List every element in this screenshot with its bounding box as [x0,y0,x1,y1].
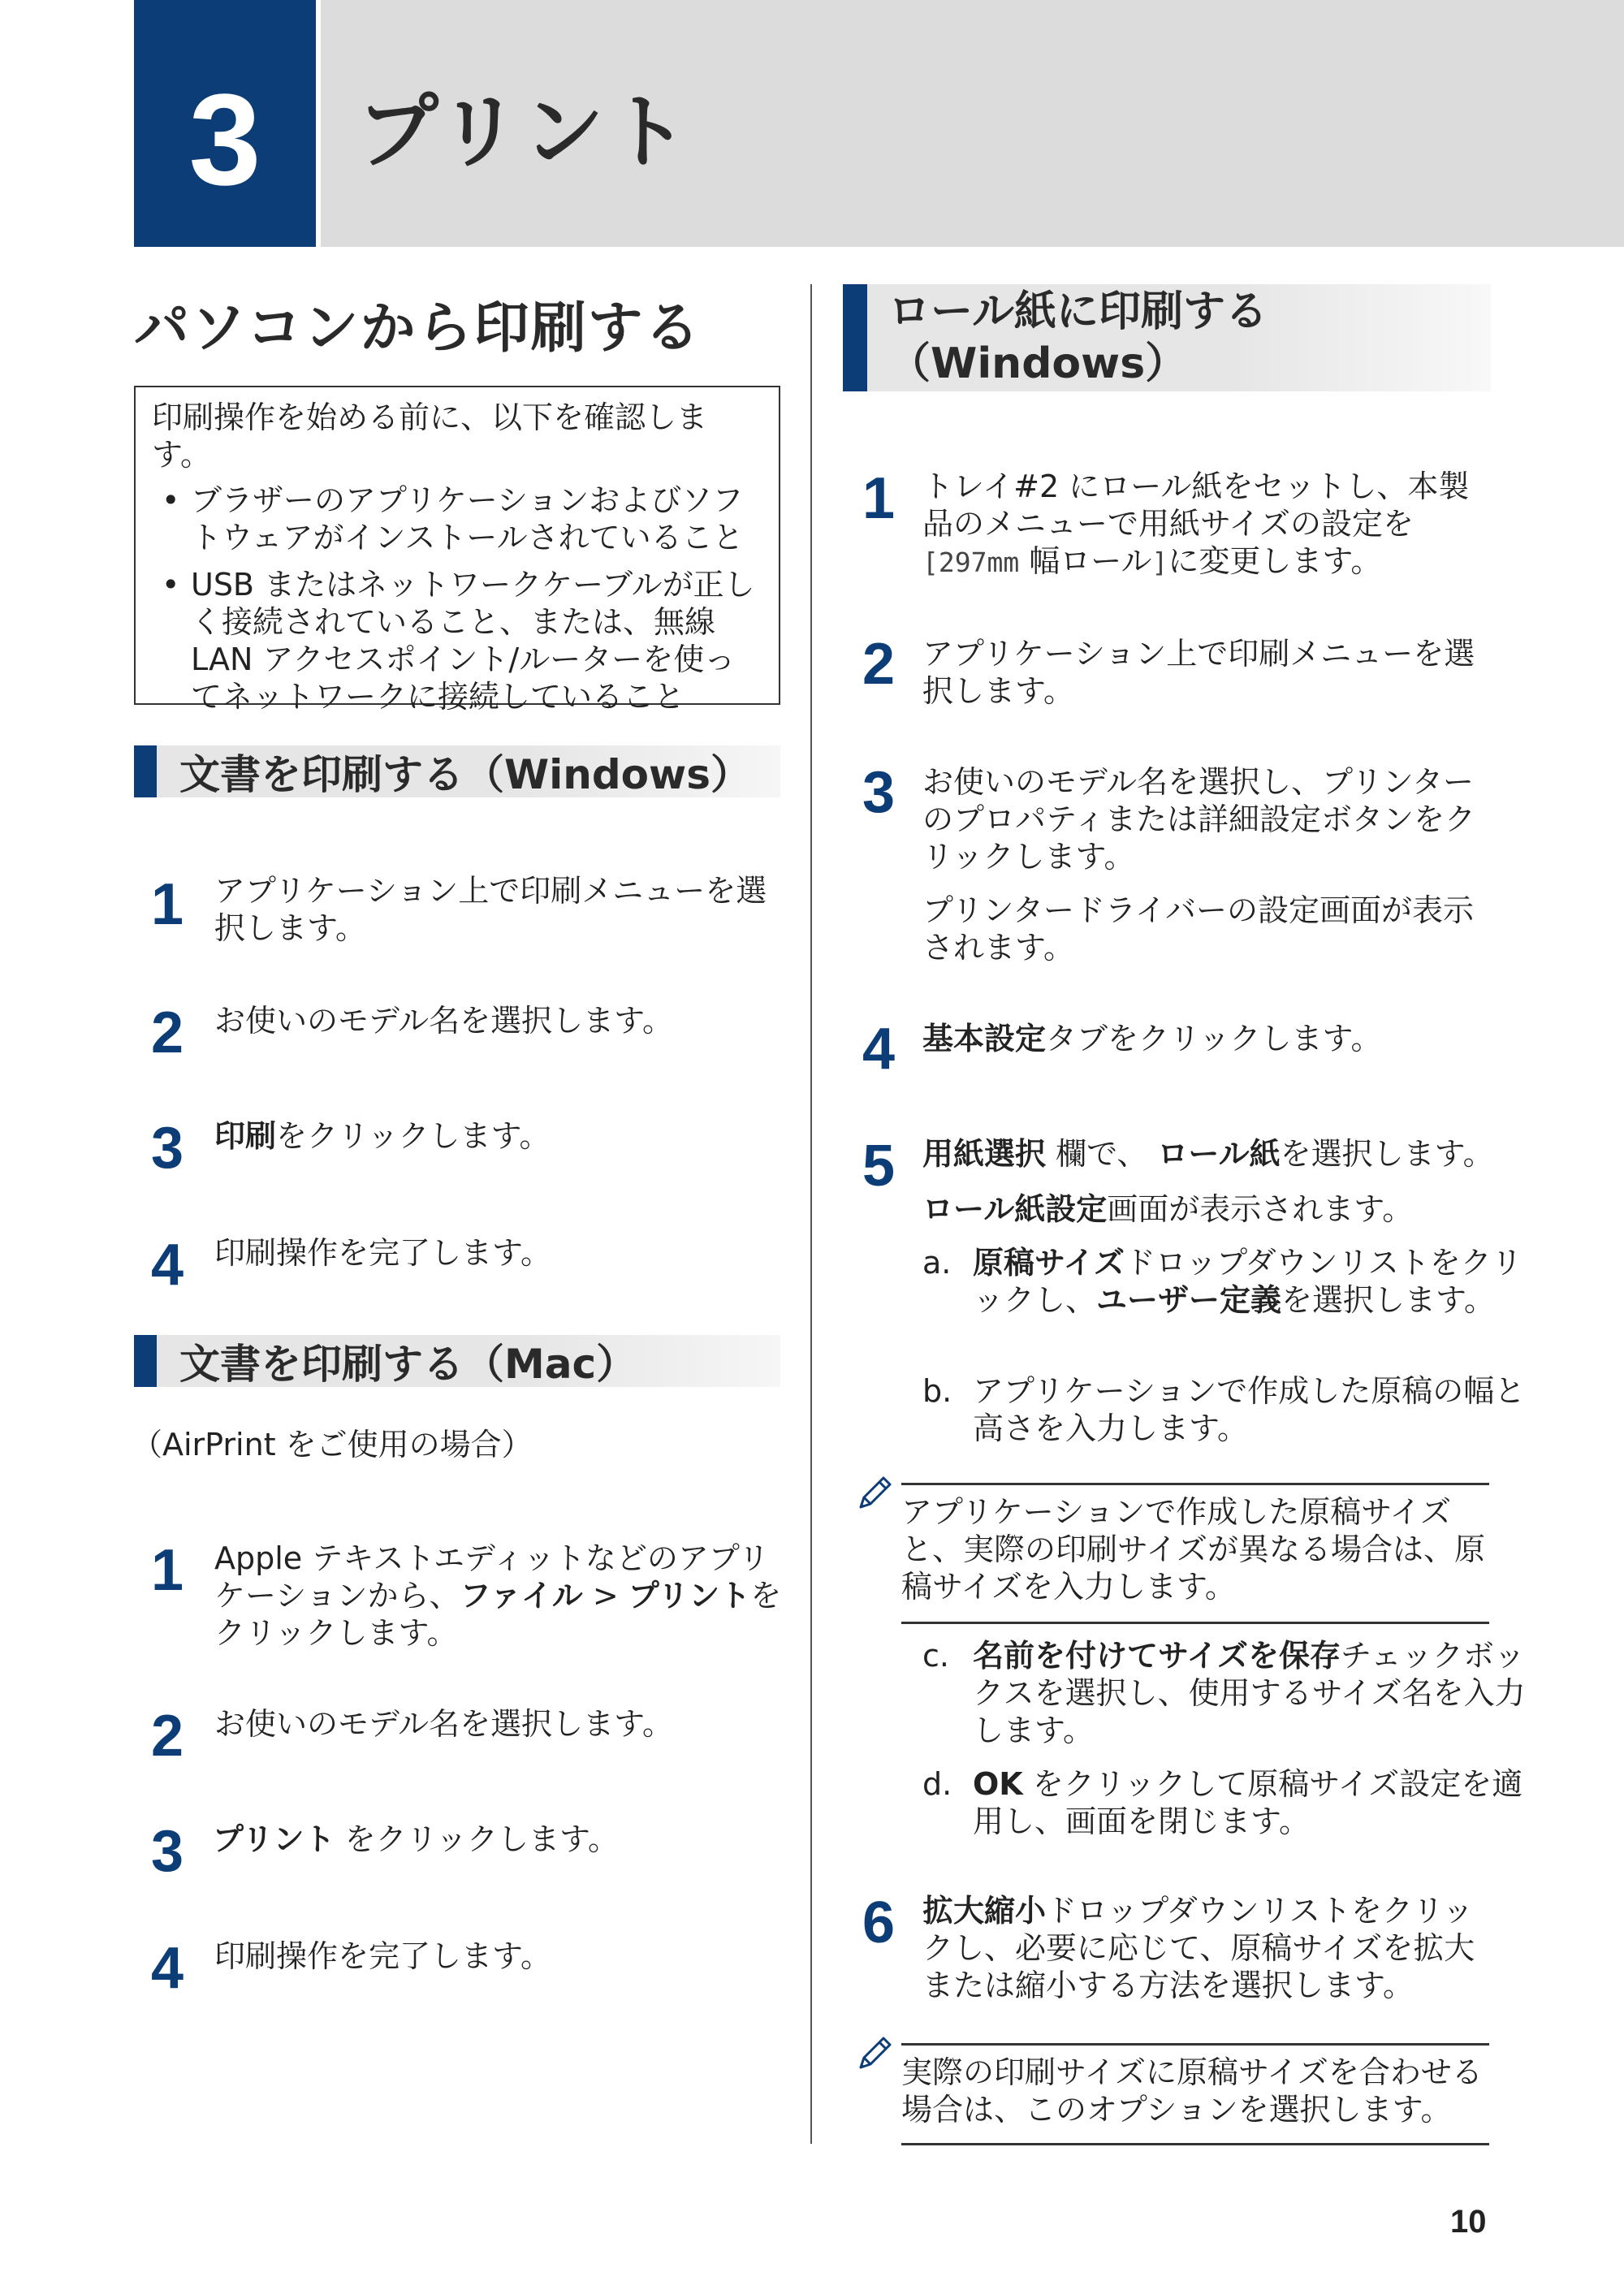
step-number: 2 [862,632,896,697]
step-text: お使いのモデル名を選択します。 [214,1706,674,1742]
pencil-icon [854,2032,896,2074]
step-number: 2 [151,1704,184,1769]
step-text: アプリケーション上で印刷メニューを選択します。 [214,873,767,946]
sub-step-text: OK をクリックして原稿サイズ設定を適用し、画面を閉じます。 [973,1766,1523,1839]
page-title: パソコンから印刷する [134,296,702,361]
step-number: 1 [862,466,896,531]
step-text: 印刷操作を完了します。 [214,1938,551,1974]
sub-step-text: 原稿サイズドロップダウンリストをクリックし、ユーザー定義を選択します。 [973,1245,1522,1318]
step-result: プリンタードライバーの設定画面が表示されます。 [922,892,1475,966]
step-text: お使いのモデル名を選択します。 [214,1003,674,1039]
section-heading-text: 文書を印刷する（Mac） [179,1341,637,1388]
section-heading-roll-paper [843,284,1491,391]
step-text: 基本設定タブをクリックします。 [922,1021,1382,1056]
ui-term: ロール紙設定 [922,1191,1108,1227]
sub-step-a [922,1244,1548,1358]
ui-term: プリント [213,1821,335,1857]
prerequisite-box [134,386,780,715]
ui-term: ファイル [460,1578,583,1614]
step-number: 1 [151,1538,184,1603]
prerequisite-item [152,566,762,715]
sub-step-label: b. [922,1373,952,1409]
section-accent-bar [134,1335,157,1387]
sub-step-c [922,1637,1548,1751]
step-text: 印刷をクリックします。 [214,1118,551,1154]
step-text: お使いのモデル名を選択し、プリンターのプロパティまたは詳細設定ボタンをクリックします。 [922,764,1475,875]
sub-step-text: 名前を付けてサイズを保存チェックボックスを選択し、使用するサイズ名を入力します。 [973,1638,1526,1748]
step-text: 拡大縮小ドロップダウンリストをクリックし、必要に応じて、原稿サイズを拡大または縮小する方法を選択します。 [922,1893,1475,2003]
bullet-icon: • [162,567,180,603]
ui-term: ロール紙 [1157,1136,1281,1172]
step-result: ロール紙設定画面が表示されます。 [922,1191,1414,1227]
sub-step-b [922,1372,1548,1450]
column-divider [810,284,812,2144]
prerequisite-intro: 印刷操作を始める前に、以下を確認します。 [152,400,708,473]
step-number: 4 [151,1233,184,1298]
page-number: 10 [1450,2204,1487,2240]
sub-step-label: a. [922,1245,952,1281]
ui-term: プリント [628,1578,751,1614]
ui-term: 基本設定 [922,1021,1047,1056]
step-number: 2 [151,1000,184,1065]
section-heading-windows [134,745,780,797]
step-text: アプリケーション上で印刷メニューを選択します。 [922,636,1475,709]
step-number: 3 [151,1116,184,1181]
ui-term: 印刷 [214,1118,277,1154]
step-text: プリント をクリックします。 [213,1821,620,1857]
section-accent-bar [843,284,867,391]
ui-term: 用紙選択 [922,1136,1047,1172]
prerequisite-text: USB またはネットワークケーブルが正しく接続されていること、または、無線 LAN アクセスポイント/ルーターを使ってネットワークに接続していること [191,567,755,715]
prerequisite-item [152,482,762,556]
note-box: アプリケーションで作成した原稿サイズと、実際の印刷サイズが異なる場合は、原稿サイズを入力します。 [901,1483,1489,1624]
section-heading-mac [134,1335,780,1387]
sub-step-label: d. [922,1766,952,1802]
sub-step-label: c. [922,1638,949,1674]
step-number: 1 [151,872,184,937]
step-text: Apple テキストエディットなどのアプリケーションから、ファイル > プリントをクリックします。 [214,1540,782,1651]
section-note: （AirPrint をご使用の場合） [132,1427,533,1462]
step-number: 4 [862,1017,896,1082]
menu-setting: [297mm [922,546,1020,578]
step-number: 5 [862,1134,896,1199]
note-box: 実際の印刷サイズに原稿サイズを合わせる場合は、このオプションを選択します。 [901,2043,1489,2145]
chapter-title: プリント [357,84,692,179]
step-number: 3 [151,1819,184,1884]
section-heading-text: 文書を印刷する（Windows） [179,751,751,798]
ui-term: ユーザー定義 [1096,1282,1282,1318]
ui-term: OK [973,1766,1023,1802]
step-text: 用紙選択 欄で、 ロール紙を選択します。 [922,1136,1494,1172]
ui-term: 名前を付けてサイズを保存 [973,1638,1341,1674]
prerequisite-text: ブラザーのアプリケーションおよびソフトウェアがインストールされていること [191,482,744,555]
section-heading-text: ロール紙に印刷する （Windows） [888,287,1268,388]
section-accent-bar [134,745,157,797]
step-text: トレイ#2 にロール紙をセットし、本製品のメニューで用紙サイズの設定を[297mm 幅ロール]に変更します。 [922,469,1470,579]
step-text: 印刷操作を完了します。 [214,1235,551,1271]
sub-step-text: アプリケーションで作成した原稿の幅と高さを入力します。 [973,1373,1526,1446]
bullet-icon: • [162,482,180,518]
step-number: 3 [862,760,896,825]
sub-step-d [922,1765,1548,1843]
ui-term: 原稿サイズ [973,1245,1125,1281]
step-number: 6 [862,1890,896,1955]
chapter-number: 3 [188,67,261,212]
step-number: 4 [151,1936,184,2001]
pencil-icon [854,1471,896,1514]
ui-term: 拡大縮小 [922,1893,1047,1929]
